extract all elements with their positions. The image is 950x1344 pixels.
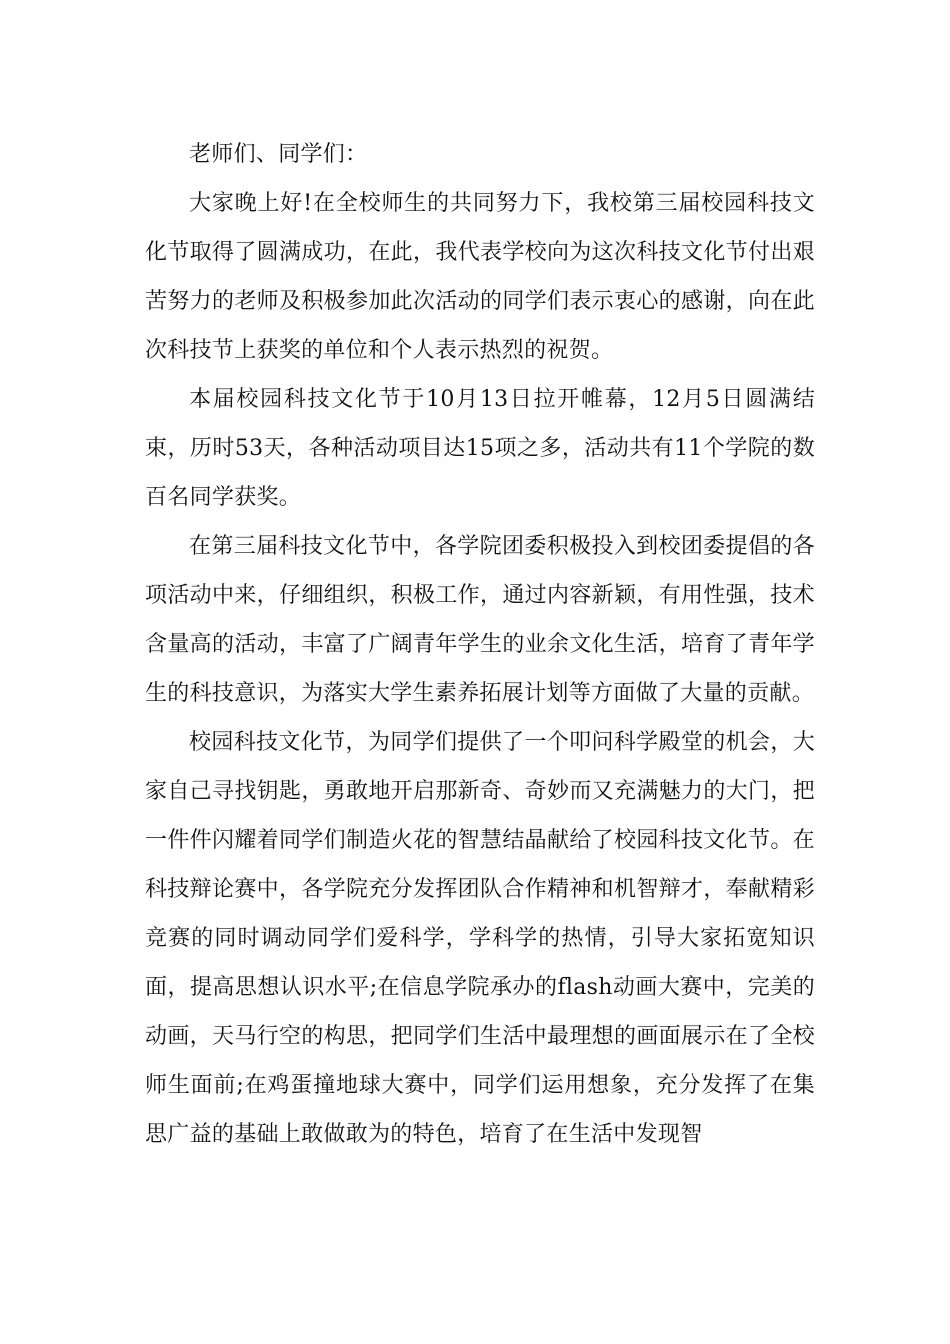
document-body	[145, 130, 815, 1159]
paragraph-3: 在第三届科技文化节中，各学院团委积极投入到校团委提倡的各项活动中来，仔细组织，积极工作，通过内容新颖，有用性强，技术含量高的活动，丰富了广阔青年学生的业余文化生活，培育了青年学生的科技意识，为落实大学生素养拓展计划等方面做了大量的贡献。	[145, 534, 815, 706]
paragraph-2: 本届校园科技文化节于10月13日拉开帷幕，12月5日圆满结束，历时53天，各种活动项目达15项之多，活动共有11个学院的数百名同学获奖。	[145, 387, 815, 510]
paragraph-4: 校园科技文化节，为同学们提供了一个叩问科学殿堂的机会，大家自己寻找钥匙，勇敢地开启那新奇、奇妙而又充满魅力的大门，把一件件闪耀着同学们制造火花的智慧结晶献给了校园科技文化节。在科技辩论赛中，各学院充分发挥团队合作精神和机智辩才，奉献精彩竞赛的同时调动同学们爱科学，学科学的热情，引导大家拓宽知识面，提高思想认识水平;在信息学院承办的flash动画大赛中，完美的动画，天马行空的构思，把同学们生活中最理想的画面展示在了全校师生面前;在鸡蛋撞地球大赛中，同学们运用想象，充分发挥了在集思广益的基础上敢做敢为的特色，培育了在生活中发现智	[145, 730, 815, 1147]
paragraph-1: 大家晚上好!在全校师生的共同努力下，我校第三届校园科技文化节取得了圆满成功，在此，我代表学校向为这次科技文化节付出艰苦努力的老师及积极参加此次活动的同学们表示衷心的感谢，向在此次科技节上获奖的单位和个人表示热烈的祝贺。	[145, 191, 815, 363]
salutation: 老师们、同学们：	[189, 142, 368, 167]
